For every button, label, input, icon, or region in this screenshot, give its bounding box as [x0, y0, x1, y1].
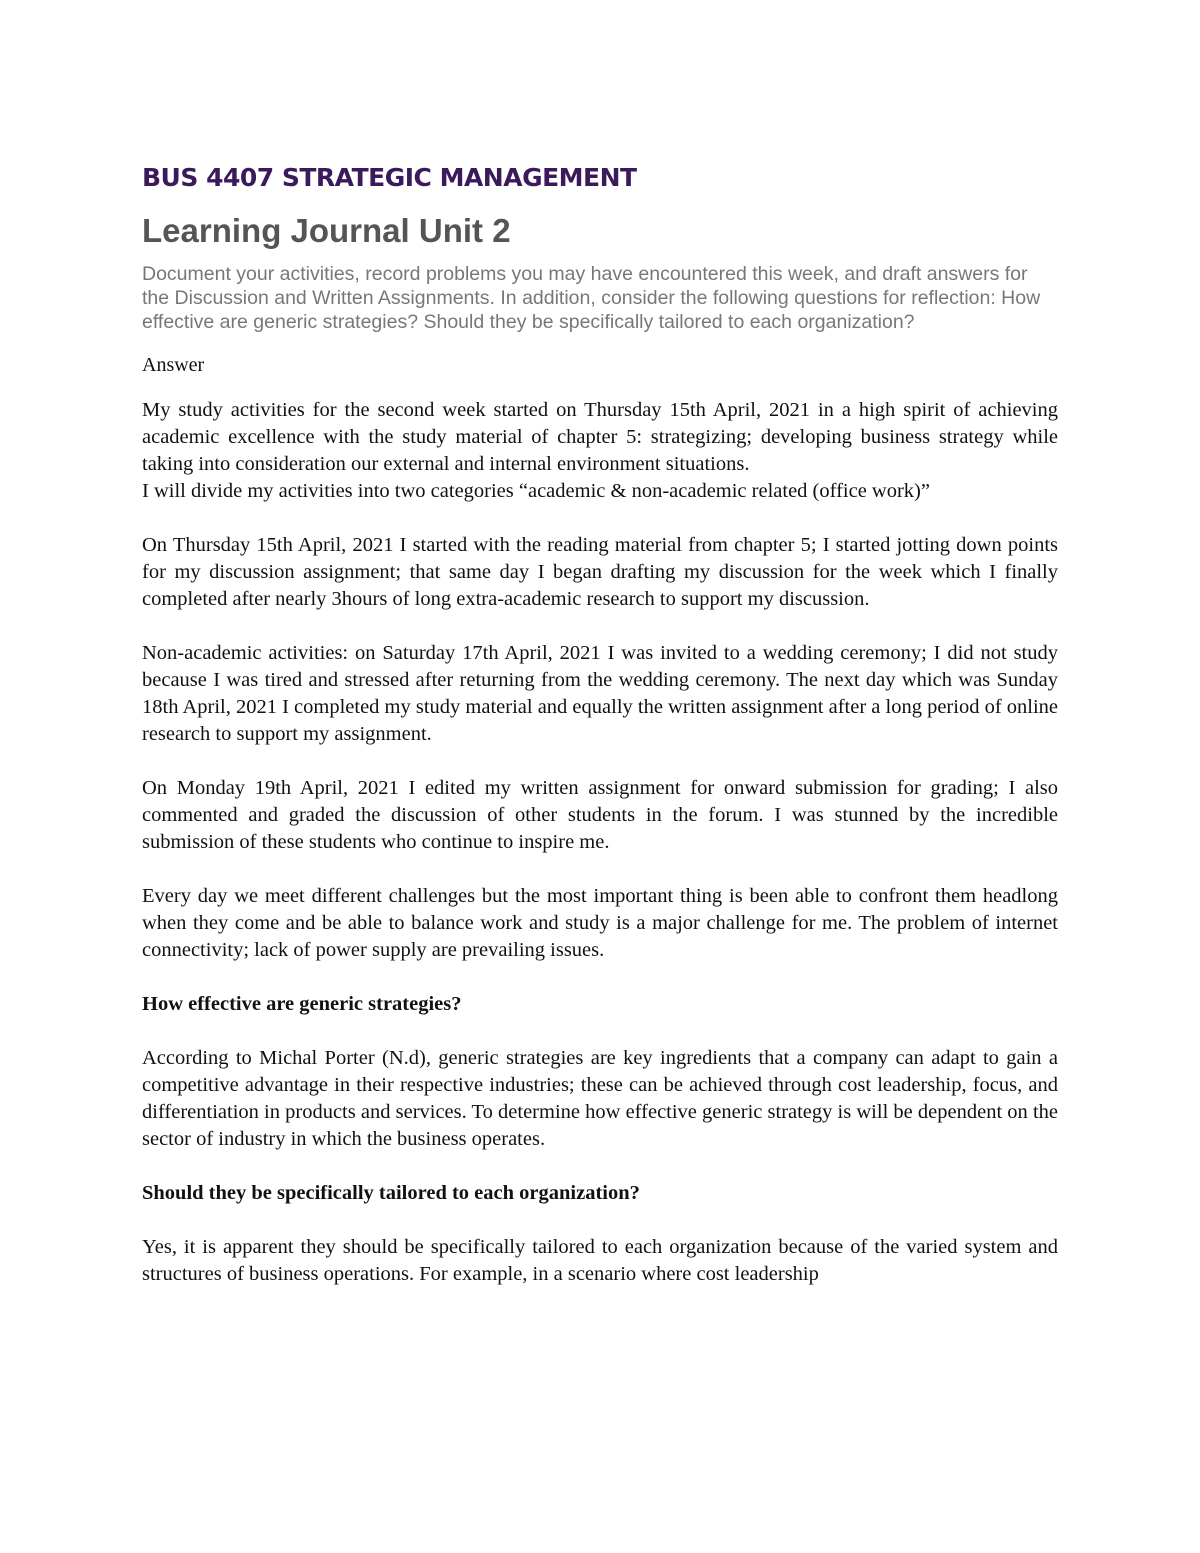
- course-title: BUS 4407 STRATEGIC MANAGEMENT: [142, 163, 637, 192]
- heading-tailored: Should they be specifically tailored to each organization?: [142, 1182, 640, 1204]
- journal-title: Learning Journal Unit 2: [142, 212, 511, 249]
- document-page: [142, 160, 1058, 1288]
- instructions-text: Document your activities, record problems you may have encountered this week, and draft answers for the Discussion and Written Assignments. In addition, consider the following questions for reflection: How effective are generic strategies? Should they be specifically tailored to each organization?: [142, 263, 1041, 333]
- heading-generic-strategies: How effective are generic strategies?: [142, 993, 462, 1015]
- paragraph-tailored-answer: Yes, it is apparent they should be specifically tailored to each organization because of the varied system and structures of business operations. For example, in a scenario where cost leadership: [142, 1236, 1058, 1285]
- answer-label: Answer: [142, 354, 205, 376]
- paragraph-categories: I will divide my activities into two categories “academic & non-academic related (office work)”: [142, 480, 930, 502]
- paragraph-thursday: On Thursday 15th April, 2021 I started with the reading material from chapter 5; I started jotting down points for my discussion assignment; that same day I began drafting my discussion for the week which I finally completed after nearly 3hours of long extra-academic research to support my discussion.: [142, 534, 1058, 610]
- paragraph-non-academic: Non-academic activities: on Saturday 17th April, 2021 I was invited to a wedding ceremony; I did not study because I was tired and stressed after returning from the wedding ceremony. The next day which was Sunday 18th April, 2021 I completed my study material and equally the written assignment after a long period of online research to support my assignment.: [142, 642, 1059, 745]
- paragraph-study-start: My study activities for the second week started on Thursday 15th April, 2021 in a high spirit of achieving academic excellence with the study material of chapter 5: strategizing; developing business strategy while taking into consideration our external and internal environment situations.: [142, 399, 1058, 475]
- paragraph-porter: According to Michal Porter (N.d), generic strategies are key ingredients that a company can adapt to gain a competitive advantage in their respective industries; these can be achieved through cost leadership, focus, and differentiation in products and services. To determine how effective generic strategy is will be dependent on the sector of industry in which the business operates.: [142, 1047, 1058, 1150]
- paragraph-challenges: Every day we meet different challenges but the most important thing is been able to confront them headlong when they come and be able to balance work and study is a major challenge for me. The problem of internet connectivity; lack of power supply are prevailing issues.: [142, 885, 1058, 961]
- paragraph-monday: On Monday 19th April, 2021 I edited my written assignment for onward submission for grading; I also commented and graded the discussion of other students in the forum. I was stunned by the incredible submission of these students who continue to inspire me.: [142, 777, 1058, 853]
